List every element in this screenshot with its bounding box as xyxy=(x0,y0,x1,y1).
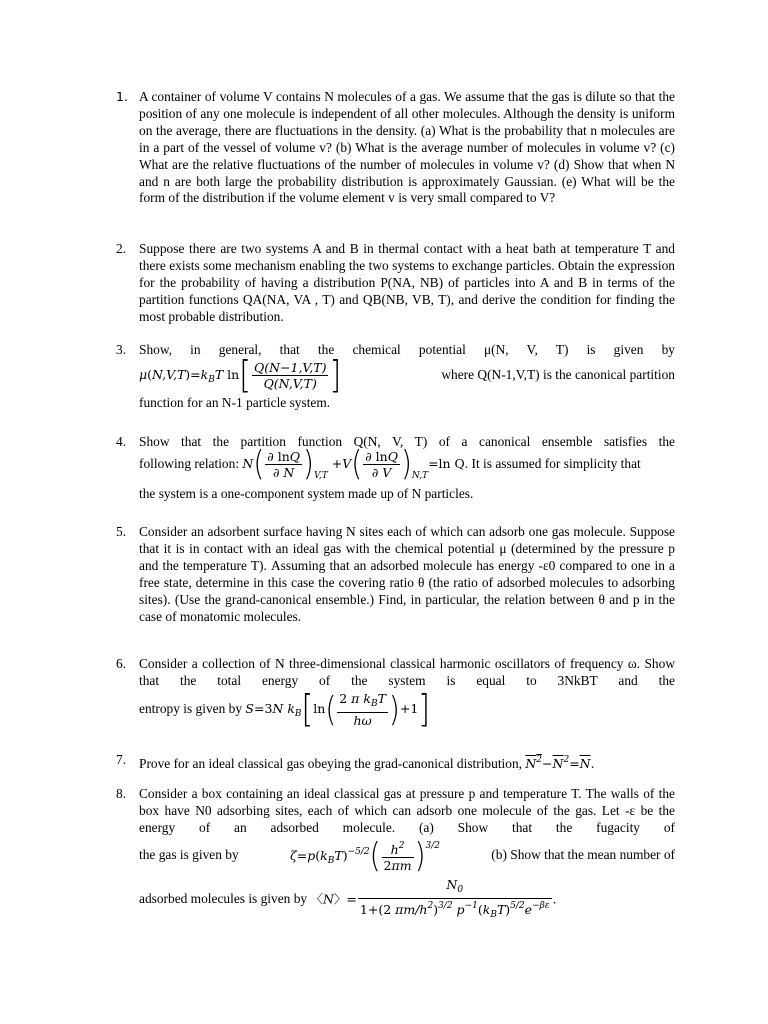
fluctuation-formula: $N^2-\overline{N}^2=\overline{N}$. xyxy=(525,755,595,771)
problem-formula-line-mean xyxy=(139,877,675,923)
entropy-formula: S=3N $k_B[\ln$( $\frac{2 \pi k_BT}{h\omega}$ )+1] xyxy=(245,687,431,732)
problem-intro: Consider a box containing an ideal classical gas at pressure p and temperature T. The walls of the box have N0 adsorbing sites, each of which can adsorb one molecule of the gas. Let -ε be the energy of an adsorbed molecule. (a) Show that the fugacity of xyxy=(139,786,675,835)
problem-5 xyxy=(116,524,675,625)
partition-relation-formula: N( $\frac{\partial \ln Q}{\partial N}$ )$_{V,T} +V$( $\frac{\partial \ln Q}{\partial V}$ )$_{N,T}$ xyxy=(242,444,429,484)
problem-formula-line xyxy=(139,444,675,486)
problem-4 xyxy=(116,434,675,503)
middle-text: (b) Show that the mean number of xyxy=(491,847,675,863)
formula-rhs: =ln Q xyxy=(428,455,465,471)
problem-3 xyxy=(116,342,675,412)
problem-text: A container of volume V contains N molecules of a gas. We assume that the gas is dilute so that the position of any one molecule is independent of all other molecules. Although the density is uniform on the average, there are fluctuations in the density. (a) What is the probability that n molecules are in a part of the vessel of volume v? (b) What is the average number of molecules in volume v? (c) What are the relative fluctuations of the number of molecules in volume v? (d) Show that when N and n are both large the probability distribution is approximately Gaussian. (e) What will be the form of the distribution if the volume element v is very small compared to V? xyxy=(139,89,675,206)
mean-adsorbed-formula: 〈N〉= $\frac{N_0}{1+(2 \pi m/h^2)^{3/2} p^{-1}(k_BT)^{5/2}e^{-\beta\varepsilon}}$ . xyxy=(310,876,557,920)
problem-8 xyxy=(116,786,675,923)
formula-lead: entropy is given by xyxy=(139,701,243,717)
problem-6 xyxy=(116,656,675,732)
problem-text: Prove for an ideal classical gas obeying the grad-canonical distribution, xyxy=(139,756,522,771)
problem-number: 1. xyxy=(116,89,128,104)
after-formula-text: where Q(N-1,V,T) is the canonical partition xyxy=(441,367,675,383)
formula-numerator: Q(N−1,V,T) xyxy=(253,360,327,376)
fugacity-formula: $\zeta=p(k_BT)^{-5/2}$( $\frac{h^2}{2\pi m}$ )$^{3/2}$ xyxy=(289,836,440,876)
problem-number: 2. xyxy=(116,241,127,256)
formula-lead-2: adsorbed molecules is given by xyxy=(139,891,308,907)
problem-1 xyxy=(116,89,675,207)
problem-number: 6. xyxy=(116,656,127,671)
problem-number: 3. xyxy=(116,342,127,357)
problem-number: 5. xyxy=(116,524,127,539)
problem-outro: function for an N-1 particle system. xyxy=(139,394,331,410)
after-formula-text: . It is assumed for simplicity that xyxy=(464,455,641,471)
problem-number: 8. xyxy=(116,786,127,801)
problem-intro: Consider a collection of N three-dimensional classical harmonic oscillators of frequency ω. Show that the total energy of the system is equal to 3NkBT and the xyxy=(139,656,675,688)
problem-outro: the system is a one-component system made up of N particles. xyxy=(139,485,474,501)
problem-intro: Show, in general, that the chemical potential μ(N, V, T) is given by xyxy=(139,342,675,357)
problem-7 xyxy=(116,752,675,773)
problem-intro: Show that the partition function Q(N, V, T) of a canonical ensemble satisfies the xyxy=(139,434,675,449)
formula-lead: following relation: xyxy=(139,455,240,471)
chemical-potential-formula: $\mu(N,V,T)=k_BT$ ln[ $\frac{Q(N-1,V,T)}{Q(N,V,T)}$ ] xyxy=(139,353,342,398)
problem-number: 4. xyxy=(116,434,127,449)
problem-2 xyxy=(116,241,675,326)
problem-formula-line xyxy=(139,687,675,732)
problem-formula-line-fugacity xyxy=(139,835,675,877)
problem-formula-line xyxy=(139,353,675,398)
problem-text: Suppose there are two systems A and B in thermal contact with a heat bath at temperature T and there exists some mechanism enabling the two systems to exchange particles. Obtain the expression for the probability of having a distribution P(NA, NB) of particles into A and B in terms of the partition functions QA(NA, VA , T) and QB(NB, VB, T), and derive the condition for finding the most probable distribution. xyxy=(139,241,675,324)
formula-lead: the gas is given by xyxy=(139,847,239,863)
formula-denominator: Q(N,V,T) xyxy=(263,376,317,392)
problem-number: 7. xyxy=(116,752,127,767)
problem-text: Consider an adsorbent surface having N sites each of which can adsorb one gas molecule. Suppose that it is in contact with an ideal gas with the chemical potential μ (determined by the pressure p and the temperature T). Assuming that an adsorbed molecule has energy -ε0 compared to one in a free state, determine in this case the covering ratio θ (the ratio of adsorbed molecules to adsorbing sites). (Use the grand-canonical ensemble.) Find, in particular, the relation between θ and p in the case of monatomic molecules. xyxy=(139,524,675,624)
